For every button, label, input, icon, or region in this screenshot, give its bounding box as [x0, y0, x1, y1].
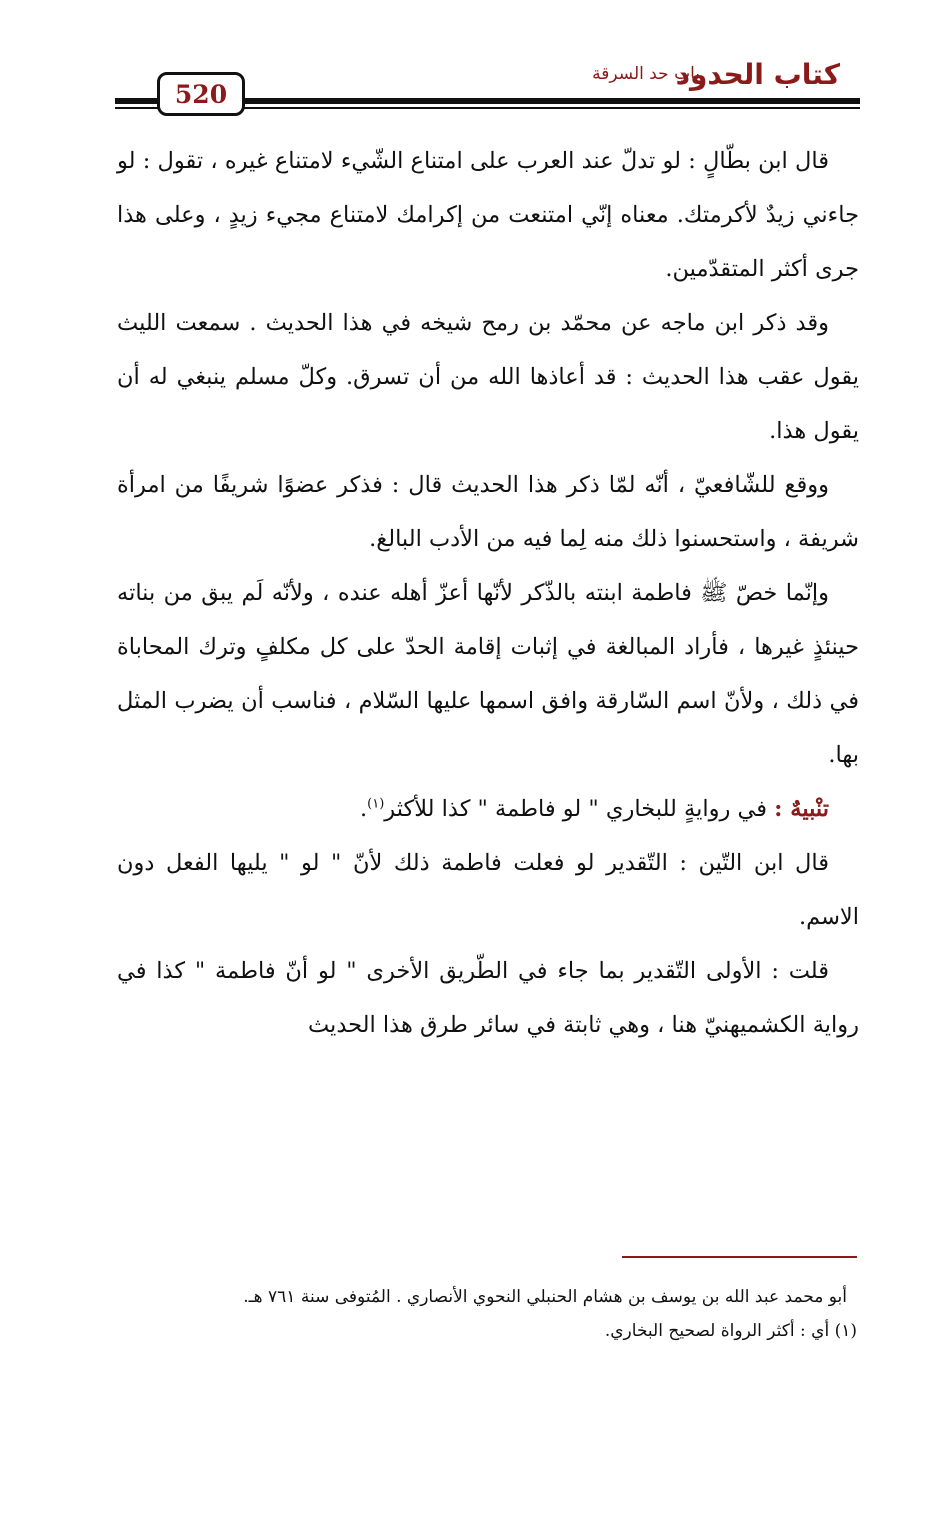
paragraph: [117, 566, 859, 782]
paragraph-text: ووقع للشّافعيّ ، أنّه لمّا ذكر هذا الحديث قال : فذكر عضوًا شريفًا من امرأة شريفة ، واستحسنوا ذلك منه لِما فيه من الأدب البالغ.: [117, 472, 859, 552]
paragraph: [117, 134, 859, 296]
page-header: [115, 52, 860, 114]
chapter-title: باب حد السرقة: [592, 64, 700, 84]
paragraph-text: قلت : الأولى التّقدير بما جاء في الطّريق الأخرى " لو أنّ فاطمة " كذا في رواية الكشميهنيّ هنا ، وهي ثابتة في سائر طرق هذا الحديث: [117, 958, 859, 1038]
paragraph-text: وإنّما خصّ ﷺ فاطمة ابنته بالذّكر لأنّها أعزّ أهله عنده ، ولأنّه لَم يبق من بناته حينئذٍ غيرها ، فأراد المبالغة في إثبات إقامة الحدّ على كل مكلفٍ وترك المحاباة في ذلك ، ولأنّ اسم السّارقة وافق اسمها عليها السّلام ، فناسب أن يضرب المثل بها.: [117, 580, 859, 768]
note-label: تنْبيهٌ :: [774, 796, 829, 822]
book-title: كتاب الحدود: [675, 58, 840, 91]
page-number: 520: [157, 72, 245, 116]
paragraph: [117, 296, 859, 458]
main-text: [117, 134, 859, 1052]
paragraph-text: في روايةٍ للبخاري " لو فاطمة " كذا للأكثر: [384, 796, 775, 822]
footnote-separator: [622, 1256, 857, 1258]
footnote-continued: أبو محمد عبد الله بن يوسف بن هشام الحنبلي النحوي الأنصاري . المُتوفى سنة ٧٦١ هـ.: [243, 1287, 847, 1307]
paragraph-text: وقد ذكر ابن ماجه عن محمّد بن رمح شيخه في هذا الحديث . سمعت الليث يقول عقب هذا الحديث : قد أعاذها الله من أن تسرق. وكلّ مسلم ينبغي له أن يقول هذا.: [117, 310, 859, 444]
paragraph-text: قال ابن بطّالٍ : لو تدلّ عند العرب على امتناع الشّيء لامتناع غيره ، تقول : لو جاءني زيدٌ لأكرمتك. معناه إنّي امتنعت من إكرامك لامتناع مجيء زيدٍ ، وعلى هذا جرى أكثر المتقدّمين.: [117, 148, 859, 282]
paragraph-text: قال ابن التّين : التّقدير لو فعلت فاطمة ذلك لأنّ " لو " يليها الفعل دون الاسم.: [117, 850, 859, 930]
paragraph: [117, 944, 859, 1052]
paragraph: [117, 836, 859, 944]
footnote-ref[interactable]: (١): [367, 796, 385, 812]
paragraph-tail: .: [359, 796, 368, 822]
paragraph: [117, 458, 859, 566]
footnotes: [117, 1282, 857, 1346]
paragraph-note: [117, 782, 859, 836]
footnote-1: (١) أي : أكثر الرواة لصحيح البخاري.: [604, 1321, 857, 1341]
